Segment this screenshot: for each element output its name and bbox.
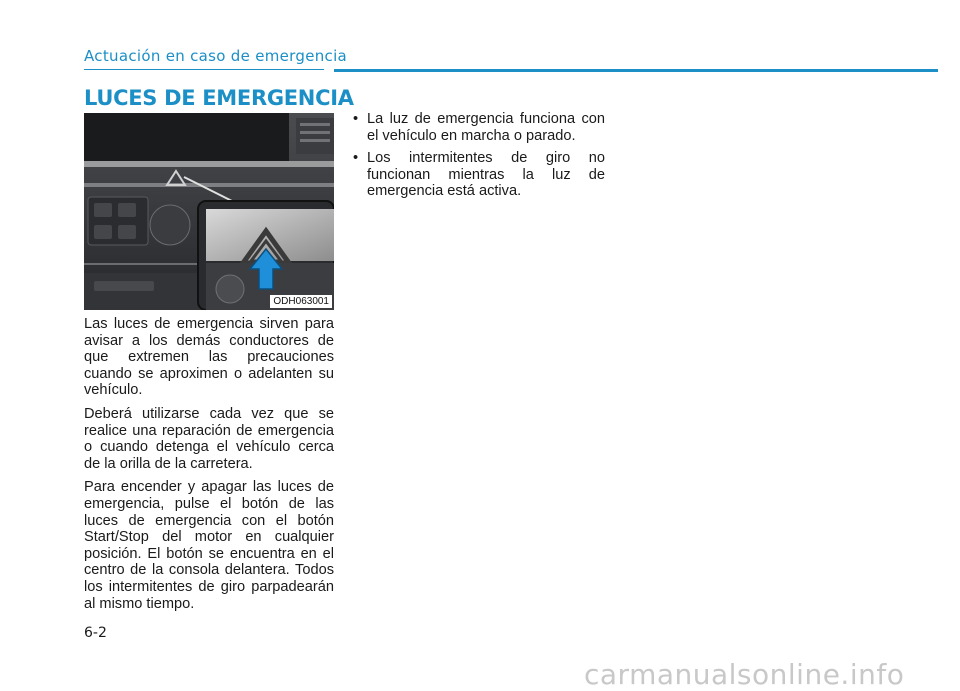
section-header: Actuación en caso de emergencia [84,47,348,65]
watermark: carmanualsonline.info [584,658,905,691]
list-item: • Los intermitentes de giro no funcionan mientras la luz de emergencia está activa. [353,150,605,200]
bullet-icon: • [353,111,359,127]
left-column [84,316,334,619]
paragraph: Para encender y apagar las luces de emergencia, pulse el botón de las luces de emergencia con el botón Start/Stop del motor en cualquier posición. El botón se encuentra en el centro de la consola delantera. Todos los intermitentes de giro parpadearán al mismo tiempo. [84,479,334,612]
list-item: • La luz de emergencia funciona con el vehículo en marcha o parado. [353,111,605,144]
page-title: LUCES DE EMERGENCIA [84,86,354,110]
figure-code: ODH063001 [270,295,332,308]
page-number: 6-2 [84,625,107,641]
header-rule [334,69,938,72]
dashboard-illustration [84,113,334,310]
paragraph: Las luces de emergencia sirven para avisar a los demás conductores de que extremen las precauciones cuando se aproximen o adelanten su vehículo. [84,316,334,399]
bullet-icon: • [353,150,359,167]
paragraph: Deberá utilizarse cada vez que se realice una reparación de emergencia o cuando detenga el vehículo cerca de la orilla de la carretera. [84,405,334,472]
hazard-button-figure [84,113,334,310]
right-column [353,111,605,206]
header-underline [84,69,324,70]
bullet-list [353,111,605,200]
